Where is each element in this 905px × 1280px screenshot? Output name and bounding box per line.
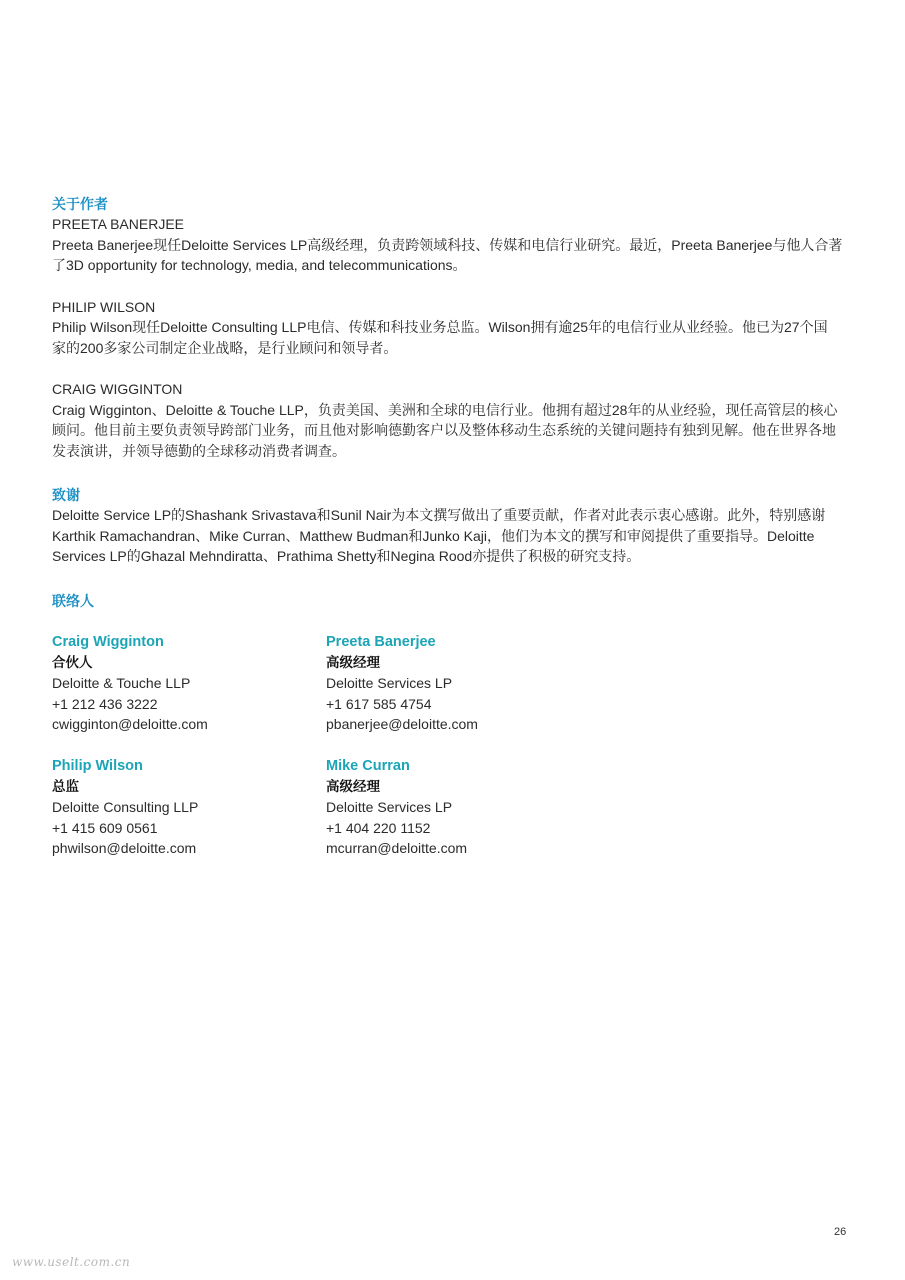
watermark: www.uselt.com.cn	[12, 1255, 131, 1269]
author-name: CRAIG WIGGINTON	[52, 381, 183, 397]
contact-card-preeta	[326, 632, 586, 735]
contact-phone: +1 404 220 1152	[326, 819, 431, 836]
author-bio-line: 了3D opportunity for technology, media, and telecommunications。	[52, 257, 467, 273]
author-bio-line: 发表演讲，并领导德勤的全球移动消费者调查。	[52, 442, 346, 459]
author-block-craig	[52, 379, 857, 461]
author-block-philip	[52, 297, 857, 359]
contact-company: Deloitte Services LP	[326, 799, 453, 815]
contact-email[interactable]: mcurran@deloitte.com	[326, 840, 468, 856]
contact-role: 高级经理	[326, 778, 380, 794]
contact-company: Deloitte Consulting LLP	[52, 799, 199, 815]
author-bio-line: Philip Wilson现任Deloitte Consulting LLP电信、传媒和科技业务总监。Wilson拥有逾25年的电信行业从业经验。他已为27个国	[52, 319, 828, 335]
contact-card-mike	[326, 756, 586, 859]
acknowledgements-line: Deloitte Service LP的Shashank Srivastava和Sunil Nair为本文撰写做出了重要贡献，作者对此表示衷心感谢。此外，特别感谢	[52, 507, 826, 523]
author-bio-line: 家的200多家公司制定企业战略，是行业顾问和领导者。	[52, 339, 398, 356]
author-name: PREETA BANERJEE	[52, 216, 185, 232]
author-name: PHILIP WILSON	[52, 298, 156, 315]
main-content	[52, 194, 857, 611]
contact-role: 总监	[52, 778, 79, 794]
author-bio-line: Craig Wigginton、Deloitte & Touche LLP，负责美国、美洲和全球的电信行业。他拥有超过28年的从业经验，现任高管层的核心	[52, 401, 838, 418]
contact-email[interactable]: cwigginton@deloitte.com	[52, 716, 208, 732]
author-block-preeta	[52, 214, 857, 276]
contact-name: Philip Wilson	[52, 758, 143, 774]
contact-phone: +1 212 436 3222	[52, 695, 158, 712]
acknowledgements-heading: 致谢	[52, 487, 80, 503]
about-authors-heading: 关于作者	[52, 196, 108, 212]
acknowledgements-line: Services LP的Ghazal Mehndiratta、Prathima Shetty和Negina Rood亦提供了积极的研究支持。	[52, 548, 641, 564]
contact-email[interactable]: phwilson@deloitte.com	[52, 840, 197, 856]
contact-role: 高级经理	[326, 654, 380, 670]
contact-name: Mike Curran	[326, 758, 410, 774]
contact-card-philip	[52, 756, 312, 859]
contact-company: Deloitte Services LP	[326, 675, 453, 691]
contact-name: Preeta Banerjee	[326, 634, 436, 650]
contact-phone: +1 415 609 0561	[52, 819, 158, 836]
author-bio-line: 顾问。他目前主要负责领导跨部门业务，而且他对影响德勤客户以及整体移动生态系统的关键问题持有独到见解。他在世界各地	[52, 422, 836, 438]
contact-name: Craig Wigginton	[52, 634, 164, 650]
acknowledgements-line: Karthik Ramachandran、Mike Curran、Matthew Budman和Junko Kaji，他们为本文的撰写和审阅提供了重要指导。Deloitte	[52, 527, 815, 544]
author-bio-line: Preeta Banerjee现任Deloitte Services LP高级经理，负责跨领域科技、传媒和电信行业研究。最近，Preeta Banerjee与他人合著	[52, 236, 843, 253]
acknowledgements-block	[52, 485, 857, 567]
contact-role: 合伙人	[52, 654, 93, 670]
contact-email[interactable]: pbanerjee@deloitte.com	[326, 716, 478, 732]
page-number: 26	[834, 1226, 847, 1238]
contact-card-craig	[52, 632, 312, 735]
contact-phone: +1 617 585 4754	[326, 695, 432, 712]
contact-company: Deloitte & Touche LLP	[52, 675, 191, 691]
contacts-heading: 联络人	[52, 592, 94, 609]
